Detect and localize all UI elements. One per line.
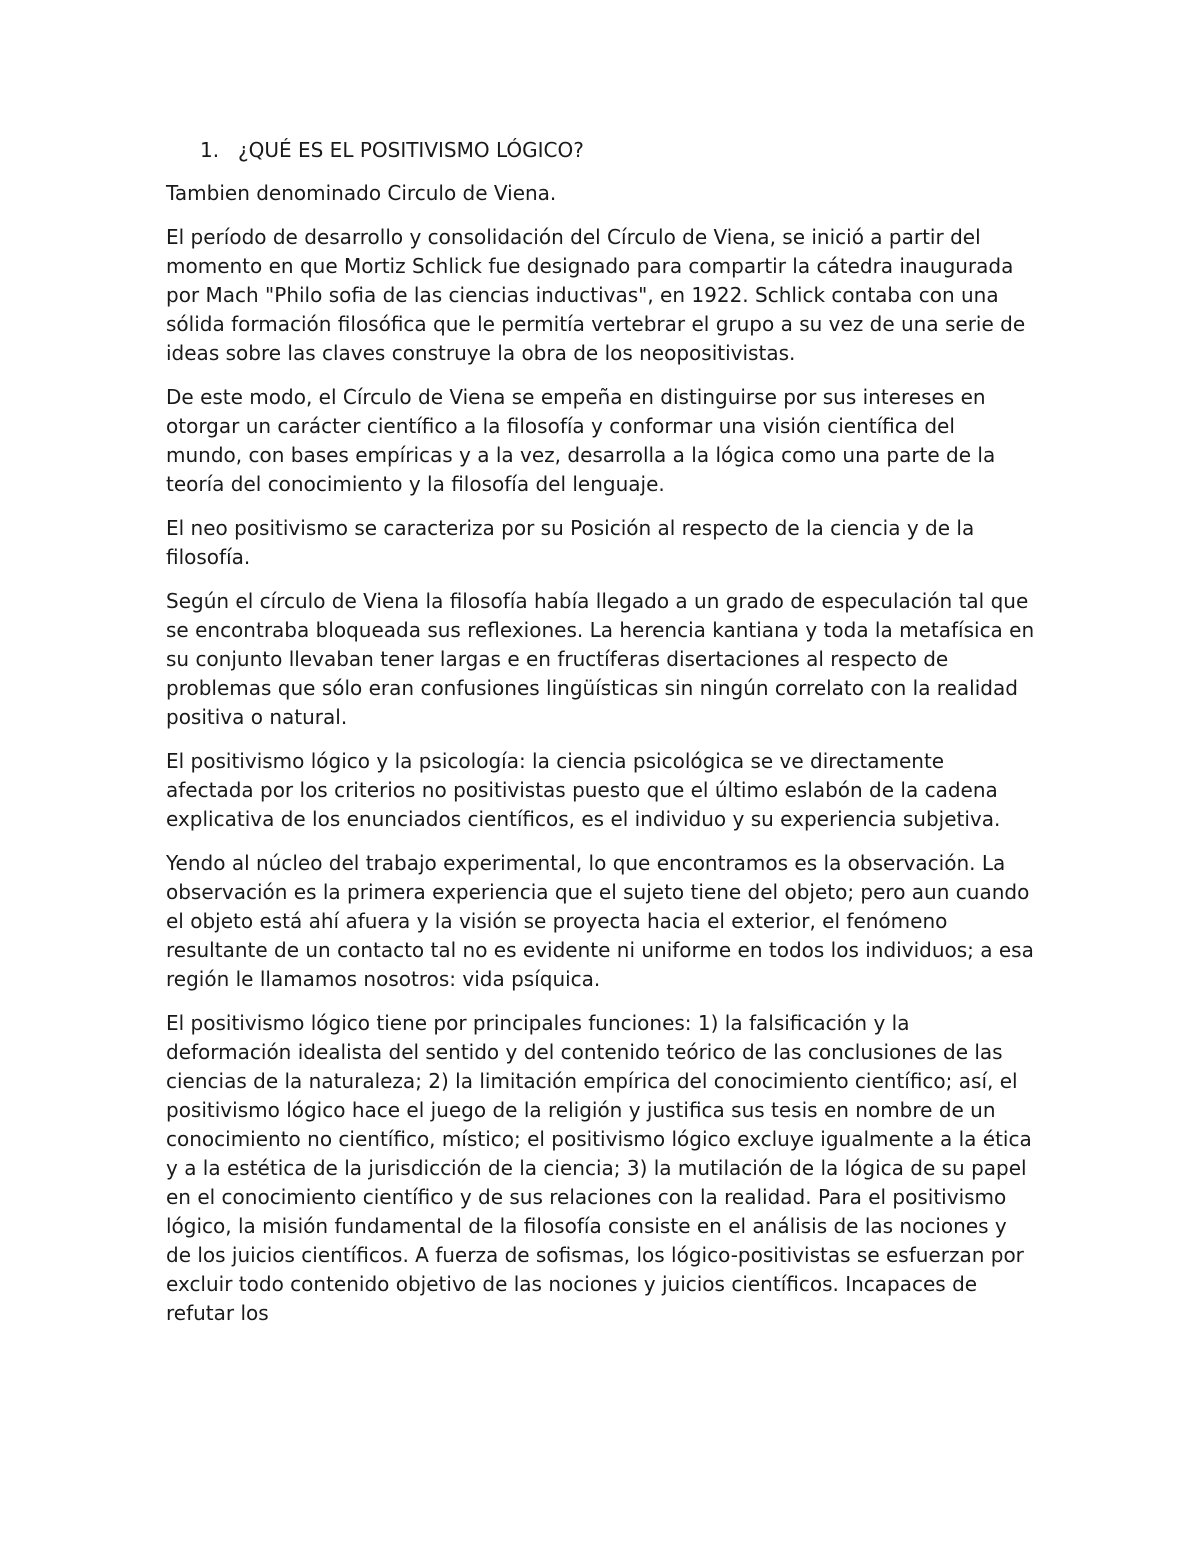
paragraph-2: El período de desarrollo y consolidación del Círculo de Viena, se inició a partir del momento en que Mortiz Schlick fue designado para compartir la cátedra inaugurada por Mach "Philo sofia de las ciencias inductivas", en 1922. Schlick contaba con una sólida formación filosófica que le permitía vertebrar el grupo a su vez de una serie de ideas sobre las claves construye la obra de los neopositivistas.	[166, 225, 1026, 365]
paragraph-5: Según el círculo de Viena la filosofía había llegado a un grado de especulación tal que se encontraba bloqueada sus reflexiones. La herencia kantiana y toda la metafísica en su conjunto llevaban tener largas e en fructíferas disertaciones al respecto de problemas que sólo eran confusiones lingüísticas sin ningún correlato con la realidad positiva o natural.	[166, 589, 1035, 729]
document-body	[166, 136, 1036, 1343]
heading-number: 1.	[200, 138, 220, 162]
paragraph-7: Yendo al núcleo del trabajo experimental, lo que encontramos es la observación. La observación es la primera experiencia que el sujeto tiene del objeto; pero aun cuando el objeto está ahí afuera y la visión se proyecta hacia el exterior, el fenómeno resultante de un contacto tal no es evidente ni uniforme en todos los individuos; a esa región le llamamos nosotros: vida psíquica.	[166, 851, 1034, 991]
paragraph-1: Tambien denominado Circulo de Viena.	[166, 181, 557, 205]
section-heading	[200, 136, 1036, 165]
paragraph-3: De este modo, el Círculo de Viena se empeña en distinguirse por sus intereses en otorgar un carácter científico a la filosofía y conformar una visión científica del mundo, con bases empíricas y a la vez, desarrolla a la lógica como una parte de la teoría del conocimiento y la filosofía del lenguaje.	[166, 385, 996, 496]
paragraph-4: El neo positivismo se caracteriza por su Posición al respecto de la ciencia y de la filosofía.	[166, 516, 975, 569]
paragraph-8: El positivismo lógico tiene por principales funciones: 1) la falsificación y la deformación idealista del sentido y del contenido teórico de las conclusiones de las ciencias de la naturaleza; 2) la limitación empírica del conocimiento científico; así, el positivismo lógico hace el juego de la religión y justifica sus tesis en nombre de un conocimiento no científico, místico; el positivismo lógico excluye igualmente a la ética y a la estética de la jurisdicción de la ciencia; 3) la mutilación de la lógica de su papel en el conocimiento científico y de sus relaciones con la realidad. Para el positivismo lógico, la misión fundamental de la filosofía consiste en el análisis de las nociones y de los juicios científicos. A fuerza de sofismas, los lógico-positivistas se esfuerzan por excluir todo contenido objetivo de las nociones y juicios científicos. Incapaces de refutar los	[166, 1011, 1032, 1325]
paragraph-6: El positivismo lógico y la psicología: la ciencia psicológica se ve directamente afectada por los criterios no positivistas puesto que el último eslabón de la cadena explicativa de los enunciados científicos, es el individuo y su experiencia subjetiva.	[166, 749, 1001, 831]
heading-text: ¿QUÉ ES EL POSITIVISMO LÓGICO?	[238, 138, 584, 162]
